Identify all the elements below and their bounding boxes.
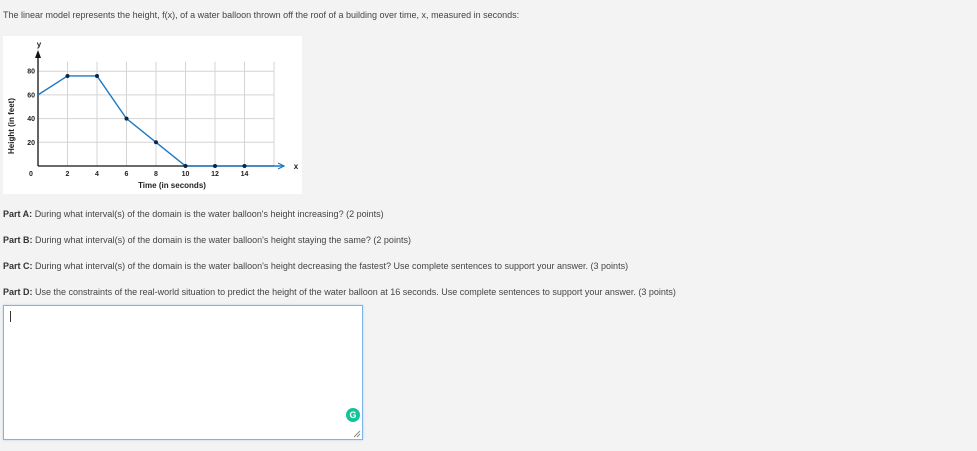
chart-grid (38, 62, 274, 166)
x-axis-letter: x (293, 162, 299, 171)
data-point (184, 164, 188, 168)
part-a-text: During what interval(s) of the domain is the water balloon's height increasing? (2 points) (34, 209, 384, 219)
x-tick-label: 10 (181, 171, 190, 178)
y-tick-label: 20 (27, 139, 35, 147)
part-d-label: Part D: (3, 287, 33, 297)
x-tick-label: 6 (124, 171, 129, 178)
data-point (213, 164, 217, 168)
resize-handle-icon[interactable] (353, 430, 361, 438)
data-point (66, 74, 70, 78)
answer-textarea[interactable] (3, 305, 363, 440)
x-tick-label: 8 (154, 171, 158, 178)
part-a-label: Part A: (3, 209, 33, 219)
y-tick-label: 40 (27, 116, 35, 124)
part-b-text: During what interval(s) of the domain is the water balloon's height staying the same? (2 points) (35, 235, 411, 245)
x-axis-label: Time (in seconds) (138, 181, 206, 190)
data-point (243, 164, 247, 168)
part-b-label: Part B: (3, 235, 33, 245)
origin-label: 0 (29, 171, 33, 178)
part-c-text: During what interval(s) of the domain is the water balloon's height decreasing the fastest? Use complete sentences to support your answer. (3 points) (35, 261, 629, 271)
part-d (3, 287, 676, 297)
y-axis-letter: y (36, 40, 42, 49)
line-chart (3, 36, 302, 194)
y-tick-label: 60 (27, 92, 35, 100)
text-caret (10, 311, 11, 322)
x-tick-label: 4 (95, 171, 99, 178)
question-intro: The linear model represents the height, f(x), of a water balloon thrown off the roof of a building over time, x, measured in seconds: (3, 10, 520, 20)
chart-axes (35, 50, 274, 166)
y-axis-label: Height (in feet) (7, 98, 16, 154)
part-c-label: Part C: (3, 261, 33, 271)
series-line (38, 76, 284, 166)
part-d-text: Use the constraints of the real-world situation to predict the height of the water balloon at 16 seconds. Use complete sentences to support your answer. (3 points) (35, 287, 676, 297)
y-axis-arrow (35, 50, 41, 58)
x-tick-label: 12 (211, 171, 219, 178)
x-tick-label: 14 (240, 171, 249, 178)
part-b (3, 235, 411, 245)
y-tick-label: 80 (27, 68, 35, 76)
grammarly-icon[interactable]: G (346, 408, 360, 422)
data-point (95, 74, 99, 78)
data-point (125, 117, 129, 121)
data-point (154, 140, 158, 144)
part-c (3, 261, 628, 271)
height-time-graph (3, 36, 302, 194)
x-tick-label: 2 (65, 171, 70, 178)
part-a (3, 209, 384, 219)
